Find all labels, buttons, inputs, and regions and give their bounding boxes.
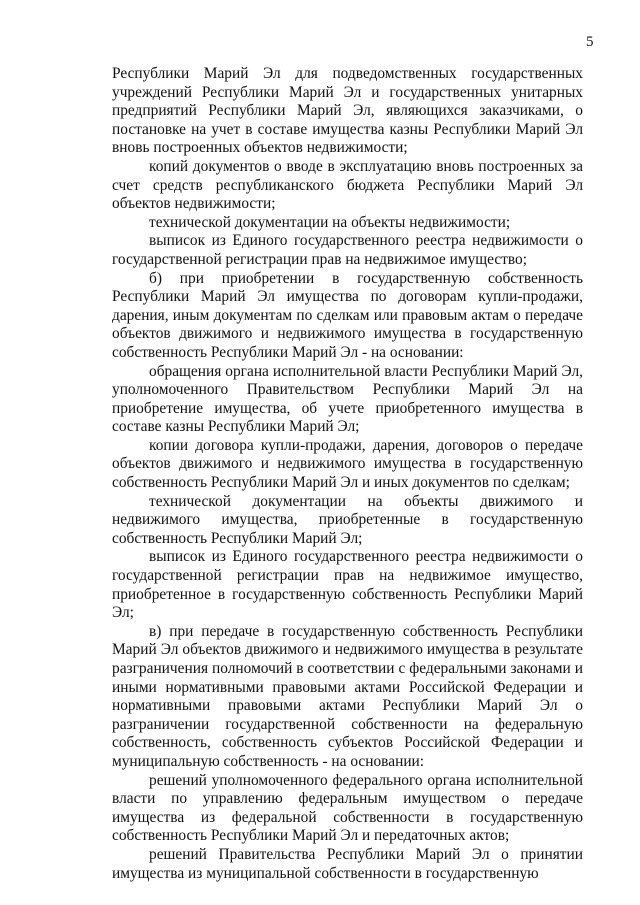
paragraph: в) при передаче в государственную собственность Республики Марий Эл объектов движимого и недвижимого имущества в результате разграничения полномочий в соответствии с федеральными законами и иными нормативными правовыми актами Российской Федерации и нормативными правовыми актами Республики Марий Эл о разграничении государственной собственности на федеральную собственность, собственность субъектов Российской Федерации и муниципальную собственность - на основании: bbox=[112, 622, 583, 770]
paragraph: выписок из Единого государственного реестра недвижимости о государственной регистрации прав на недвижимое имущество; bbox=[112, 232, 583, 268]
page-number: 5 bbox=[586, 34, 594, 50]
paragraph: технической документации на объекты недвижимости; bbox=[149, 213, 511, 231]
paragraph: решений Правительства Республики Марий Эл о принятии имущества из муниципальной собственности в государственную bbox=[112, 845, 583, 882]
paragraph: Республики Марий Эл для подведомственных государственных учреждений Республики Марий Эл и государственных унитарных предприятий Республики Марий Эл, являющихся заказчиками, о постановке на учет в составе имущества казны Республики Марий Эл вновь построенных объектов недвижимости; bbox=[112, 65, 583, 157]
paragraph: технической документации на объекты движимого и недвижимого имущества, приобретенные в государственную собственность Республики Марий Эл; bbox=[112, 492, 583, 547]
paragraph: копий документов о вводе в эксплуатацию вновь построенных за счет средств республиканского бюджета Республики Марий Эл объектов недвижимости; bbox=[112, 157, 583, 213]
paragraph: копии договора купли-продажи, дарения, договоров о передаче объектов движимого и недвижимого имущества в государственную собственность Республики Марий Эл и иных документов по сделкам; bbox=[112, 436, 583, 492]
paragraph: решений уполномоченного федерального органа исполнительной власти по управлению федеральным имуществом о передаче имущества из федеральной собственности в государственную собственность Республики Марий Эл и передаточных актов; bbox=[112, 771, 583, 845]
paragraph: обращения органа исполнительной власти Республики Марий Эл, уполномоченного Правительством Республики Марий Эл на приобретение имущества, об учете приобретенного имущества в составе казны Республики Марий Эл; bbox=[112, 362, 583, 436]
document-body bbox=[112, 65, 583, 883]
paragraph: выписок из Единого государственного реестра недвижимости о государственной регистрации прав на недвижимое имущество, приобретенное в государственную собственность Республики Марий Эл; bbox=[112, 548, 583, 622]
paragraph: б) при приобретении в государственную собственность Республики Марий Эл имущества по договорам купли-продажи, дарения, иным документам по сделкам или правовым актам о передаче объектов движимого и недвижимого имущества в государственную собственность Республики Марий Эл - на основании: bbox=[112, 269, 583, 361]
